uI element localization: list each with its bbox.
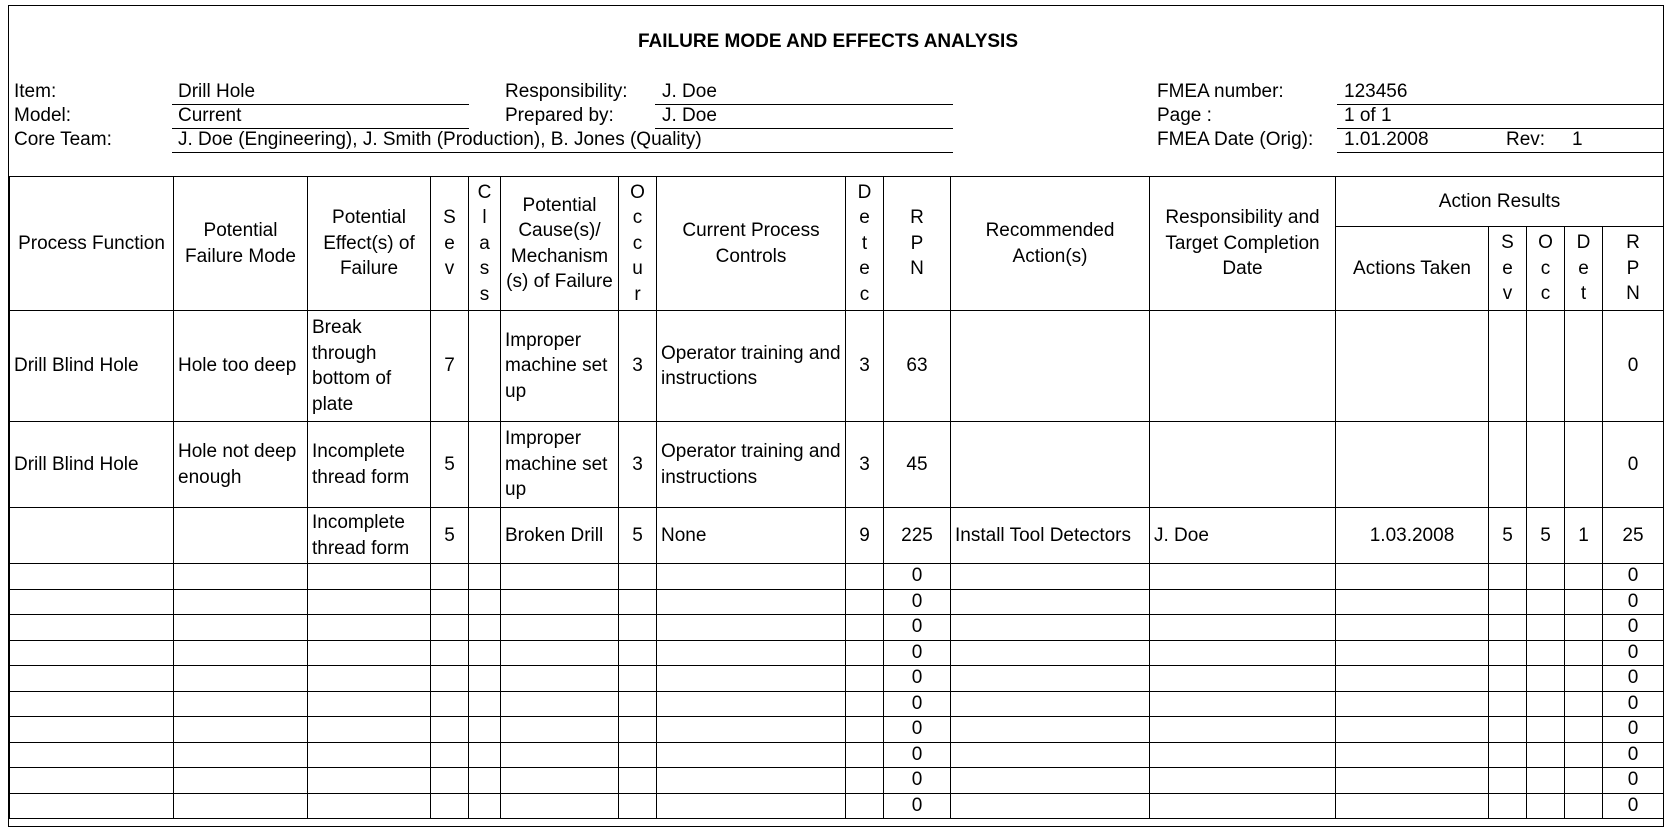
col-process-function: Process Function [10,177,174,311]
cell-occur[interactable] [619,640,657,666]
prepared-by-value[interactable]: J. Doe [662,105,717,126]
cell-ar-occ[interactable] [1527,717,1565,743]
empty-row [10,717,1664,743]
cell-ar-rpn[interactable]: 0 [1603,615,1664,641]
cell-failure-mode[interactable] [174,768,308,794]
cell-ar-rpn[interactable]: 0 [1603,742,1664,768]
cell-effects[interactable] [308,768,431,794]
cell-failure-mode[interactable] [174,508,308,564]
cell-controls[interactable] [657,666,846,692]
empty-row [10,691,1664,717]
cell-ar-rpn[interactable]: 0 [1603,564,1664,590]
empty-row [10,640,1664,666]
cell-occur[interactable] [619,793,657,819]
cell-failure-mode[interactable] [174,564,308,590]
cell-failure-mode[interactable] [174,615,308,641]
cell-process-function[interactable] [10,589,174,615]
cell-ar-occ[interactable] [1527,615,1565,641]
cell-class[interactable] [469,564,501,590]
cell-responsibility[interactable] [1150,564,1336,590]
cell-rpn[interactable]: 0 [884,564,951,590]
cell-failure-mode[interactable] [174,666,308,692]
cell-ar-det[interactable] [1565,793,1603,819]
cell-occur[interactable]: 3 [619,422,657,508]
cell-recommended[interactable] [951,615,1150,641]
cell-causes[interactable] [501,717,619,743]
item-label: Item: [14,81,57,102]
cell-sev[interactable] [431,564,469,590]
cell-sev[interactable] [431,691,469,717]
cell-class[interactable] [469,768,501,794]
col-ar-rpn: R P N [1603,227,1664,311]
cell-class[interactable] [469,742,501,768]
cell-class[interactable] [469,666,501,692]
cell-recommended[interactable] [951,311,1150,422]
cell-detec[interactable] [846,615,884,641]
cell-sev[interactable] [431,717,469,743]
cell-failure-mode[interactable] [174,793,308,819]
cell-occur[interactable] [619,666,657,692]
responsibility-value[interactable]: J. Doe [662,81,717,102]
cell-class[interactable] [469,311,501,422]
fmea-date-underline [1337,152,1664,153]
empty-row [10,793,1664,819]
cell-ar-rpn[interactable]: 0 [1603,640,1664,666]
cell-responsibility[interactable] [1150,691,1336,717]
cell-ar-occ[interactable] [1527,793,1565,819]
cell-ar-occ[interactable] [1527,691,1565,717]
cell-ar-rpn[interactable]: 0 [1603,422,1664,508]
cell-actions-taken[interactable] [1336,311,1489,422]
cell-causes[interactable] [501,666,619,692]
cell-controls[interactable] [657,691,846,717]
cell-sev[interactable] [431,666,469,692]
cell-detec[interactable] [846,793,884,819]
cell-occur[interactable] [619,742,657,768]
cell-rpn[interactable]: 0 [884,666,951,692]
cell-causes[interactable]: Improper machine set up [501,311,619,422]
cell-detec[interactable] [846,564,884,590]
cell-class[interactable] [469,615,501,641]
cell-ar-occ[interactable] [1527,311,1565,422]
col-occur: O c c u r [619,177,657,311]
cell-actions-taken[interactable] [1336,564,1489,590]
cell-ar-occ[interactable]: 5 [1527,508,1565,564]
col-ar-occ: O c c [1527,227,1565,311]
model-value[interactable]: Current [178,105,242,126]
fmea-number-label: FMEA number: [1157,81,1284,102]
cell-ar-rpn[interactable]: 0 [1603,768,1664,794]
cell-class[interactable] [469,422,501,508]
rev-label: Rev: [1506,129,1546,150]
cell-rpn[interactable]: 0 [884,640,951,666]
cell-controls[interactable] [657,615,846,641]
cell-effects[interactable] [308,640,431,666]
cell-causes[interactable] [501,793,619,819]
cell-actions-taken[interactable] [1336,640,1489,666]
cell-ar-rpn[interactable]: 0 [1603,666,1664,692]
cell-occur[interactable]: 5 [619,508,657,564]
cell-ar-sev[interactable] [1489,311,1527,422]
cell-ar-sev[interactable] [1489,640,1527,666]
cell-rpn[interactable]: 45 [884,422,951,508]
cell-ar-rpn[interactable]: 0 [1603,311,1664,422]
col-sev: S e v [431,177,469,311]
cell-occur[interactable] [619,768,657,794]
table-row [10,422,1664,508]
cell-process-function[interactable] [10,564,174,590]
col-controls: Current Process Controls [657,177,846,311]
cell-recommended[interactable] [951,717,1150,743]
cell-ar-occ[interactable] [1527,640,1565,666]
page-title: FAILURE MODE AND EFFECTS ANALYSIS [637,31,1019,52]
col-action-results: Action Results [1336,177,1664,227]
cell-ar-det[interactable] [1565,717,1603,743]
cell-causes[interactable] [501,589,619,615]
fmea-table [9,176,1664,819]
cell-controls[interactable] [657,768,846,794]
empty-row [10,666,1664,692]
cell-class[interactable] [469,508,501,564]
cell-ar-sev[interactable] [1489,691,1527,717]
cell-detec[interactable] [846,691,884,717]
cell-causes[interactable]: Broken Drill [501,508,619,564]
cell-process-function[interactable] [10,666,174,692]
cell-occur[interactable] [619,589,657,615]
page-label: Page : [1157,105,1212,126]
cell-detec[interactable]: 9 [846,508,884,564]
cell-causes[interactable] [501,691,619,717]
cell-rpn[interactable]: 225 [884,508,951,564]
cell-occur[interactable]: 3 [619,311,657,422]
page-value[interactable]: 1 of 1 [1344,105,1392,126]
cell-process-function[interactable] [10,508,174,564]
cell-controls[interactable]: None [657,508,846,564]
cell-ar-occ[interactable] [1527,422,1565,508]
cell-actions-taken[interactable] [1336,422,1489,508]
cell-effects[interactable] [308,793,431,819]
cell-class[interactable] [469,793,501,819]
cell-responsibility[interactable] [1150,717,1336,743]
cell-occur[interactable] [619,691,657,717]
cell-ar-det[interactable] [1565,640,1603,666]
cell-ar-det[interactable]: 1 [1565,508,1603,564]
cell-ar-sev[interactable] [1489,742,1527,768]
cell-responsibility[interactable]: J. Doe [1150,508,1336,564]
cell-ar-det[interactable] [1565,589,1603,615]
cell-recommended[interactable] [951,564,1150,590]
cell-detec[interactable] [846,666,884,692]
cell-rpn[interactable]: 0 [884,793,951,819]
cell-causes[interactable] [501,564,619,590]
cell-class[interactable] [469,589,501,615]
cell-rpn[interactable]: 0 [884,691,951,717]
cell-responsibility[interactable] [1150,666,1336,692]
cell-sev[interactable] [431,640,469,666]
col-responsibility-target: Responsibility and Target Completion Date [1150,177,1336,311]
cell-ar-sev[interactable] [1489,615,1527,641]
core-team-underline [172,152,953,153]
cell-occur[interactable] [619,615,657,641]
cell-rpn[interactable]: 0 [884,615,951,641]
cell-effects[interactable]: Break through bottom of plate [308,311,431,422]
cell-ar-sev[interactable] [1489,793,1527,819]
item-value[interactable]: Drill Hole [178,81,256,102]
cell-causes[interactable] [501,768,619,794]
cell-ar-sev[interactable] [1489,768,1527,794]
fmea-number-value[interactable]: 123456 [1344,81,1408,102]
cell-rpn[interactable]: 0 [884,768,951,794]
cell-occur[interactable] [619,564,657,590]
cell-detec[interactable] [846,640,884,666]
cell-ar-sev[interactable] [1489,564,1527,590]
cell-detec[interactable] [846,717,884,743]
cell-effects[interactable] [308,589,431,615]
cell-causes[interactable]: Improper machine set up [501,422,619,508]
cell-actions-taken[interactable] [1336,691,1489,717]
cell-recommended[interactable] [951,589,1150,615]
cell-ar-rpn[interactable]: 25 [1603,508,1664,564]
cell-process-function[interactable]: Drill Blind Hole [10,422,174,508]
cell-ar-rpn[interactable]: 0 [1603,691,1664,717]
cell-controls[interactable]: Operator training and instructions [657,422,846,508]
cell-ar-occ[interactable] [1527,589,1565,615]
col-effects: Potential Effect(s) of Failure [308,177,431,311]
cell-ar-rpn[interactable]: 0 [1603,717,1664,743]
cell-failure-mode[interactable]: Hole too deep [174,311,308,422]
cell-actions-taken[interactable] [1336,589,1489,615]
empty-row [10,589,1664,615]
cell-class[interactable] [469,640,501,666]
cell-rpn[interactable]: 0 [884,742,951,768]
cell-effects[interactable] [308,615,431,641]
cell-sev[interactable] [431,615,469,641]
cell-causes[interactable] [501,640,619,666]
cell-responsibility[interactable] [1150,615,1336,641]
cell-failure-mode[interactable] [174,742,308,768]
col-failure-mode: Potential Failure Mode [174,177,308,311]
col-detec: D e t e c [846,177,884,311]
cell-ar-det[interactable] [1565,564,1603,590]
cell-failure-mode[interactable] [174,589,308,615]
empty-row [10,768,1664,794]
cell-process-function[interactable] [10,717,174,743]
cell-sev[interactable] [431,589,469,615]
cell-process-function[interactable] [10,793,174,819]
cell-sev[interactable]: 5 [431,508,469,564]
cell-ar-det[interactable] [1565,615,1603,641]
col-causes: Potential Cause(s)/ Mechanism (s) of Failure [501,177,619,311]
cell-sev[interactable]: 7 [431,311,469,422]
cell-sev[interactable] [431,742,469,768]
cell-ar-sev[interactable] [1489,422,1527,508]
cell-controls[interactable]: Operator training and instructions [657,311,846,422]
cell-process-function[interactable]: Drill Blind Hole [10,311,174,422]
cell-effects[interactable] [308,564,431,590]
cell-failure-mode[interactable]: Hole not deep enough [174,422,308,508]
cell-responsibility[interactable] [1150,768,1336,794]
cell-responsibility[interactable] [1150,311,1336,422]
cell-recommended[interactable] [951,640,1150,666]
cell-rpn[interactable]: 63 [884,311,951,422]
cell-ar-sev[interactable] [1489,589,1527,615]
cell-effects[interactable] [308,717,431,743]
cell-detec[interactable] [846,589,884,615]
cell-actions-taken[interactable]: 1.03.2008 [1336,508,1489,564]
cell-process-function[interactable] [10,691,174,717]
cell-responsibility[interactable] [1150,589,1336,615]
cell-causes[interactable] [501,615,619,641]
cell-controls[interactable] [657,793,846,819]
cell-responsibility[interactable] [1150,422,1336,508]
cell-detec[interactable]: 3 [846,311,884,422]
cell-ar-sev[interactable]: 5 [1489,508,1527,564]
cell-effects[interactable] [308,691,431,717]
col-rpn: R P N [884,177,951,311]
cell-recommended[interactable] [951,691,1150,717]
cell-class[interactable] [469,691,501,717]
cell-ar-occ[interactable] [1527,742,1565,768]
cell-failure-mode[interactable] [174,691,308,717]
cell-detec[interactable]: 3 [846,422,884,508]
cell-controls[interactable] [657,640,846,666]
cell-effects[interactable] [308,742,431,768]
core-team-label: Core Team: [14,129,112,150]
cell-detec[interactable] [846,742,884,768]
col-recommended: Recommended Action(s) [951,177,1150,311]
cell-controls[interactable] [657,589,846,615]
cell-ar-rpn[interactable]: 0 [1603,793,1664,819]
prepared-by-underline [655,128,953,129]
cell-recommended[interactable] [951,768,1150,794]
cell-process-function[interactable] [10,742,174,768]
cell-actions-taken[interactable] [1336,793,1489,819]
col-ar-sev: S e v [1489,227,1527,311]
cell-sev[interactable] [431,768,469,794]
cell-sev[interactable]: 5 [431,422,469,508]
cell-controls[interactable] [657,717,846,743]
cell-responsibility[interactable] [1150,742,1336,768]
cell-effects[interactable] [308,666,431,692]
cell-recommended[interactable]: Install Tool Detectors [951,508,1150,564]
cell-effects[interactable]: Incomplete thread form [308,422,431,508]
cell-process-function[interactable] [10,768,174,794]
cell-ar-det[interactable] [1565,742,1603,768]
cell-effects[interactable]: Incomplete thread form [308,508,431,564]
cell-actions-taken[interactable] [1336,615,1489,641]
prepared-by-label: Prepared by: [505,105,614,126]
cell-recommended[interactable] [951,666,1150,692]
empty-row [10,742,1664,768]
core-team-value[interactable]: J. Doe (Engineering), J. Smith (Production), B. Jones (Quality) [178,129,702,150]
cell-ar-occ[interactable] [1527,564,1565,590]
table-row [10,508,1664,564]
empty-row [10,615,1664,641]
fmea-date-value[interactable]: 1.01.2008 [1344,129,1429,150]
fmea-date-label: FMEA Date (Orig): [1157,129,1314,150]
cell-ar-det[interactable] [1565,666,1603,692]
cell-sev[interactable] [431,793,469,819]
cell-ar-det[interactable] [1565,311,1603,422]
cell-controls[interactable] [657,742,846,768]
cell-ar-occ[interactable] [1527,666,1565,692]
cell-actions-taken[interactable] [1336,768,1489,794]
cell-actions-taken[interactable] [1336,742,1489,768]
cell-occur[interactable] [619,717,657,743]
cell-ar-det[interactable] [1565,768,1603,794]
cell-process-function[interactable] [10,615,174,641]
cell-actions-taken[interactable] [1336,717,1489,743]
cell-controls[interactable] [657,564,846,590]
cell-causes[interactable] [501,742,619,768]
cell-detec[interactable] [846,768,884,794]
cell-recommended[interactable] [951,422,1150,508]
cell-actions-taken[interactable] [1336,666,1489,692]
cell-rpn[interactable]: 0 [884,589,951,615]
cell-class[interactable] [469,717,501,743]
cell-ar-det[interactable] [1565,691,1603,717]
cell-ar-det[interactable] [1565,422,1603,508]
col-class: C l a s s [469,177,501,311]
col-ar-det: D e t [1565,227,1603,311]
cell-ar-sev[interactable] [1489,666,1527,692]
col-actions-taken: Actions Taken [1336,227,1489,311]
cell-ar-occ[interactable] [1527,768,1565,794]
cell-ar-rpn[interactable]: 0 [1603,589,1664,615]
cell-rpn[interactable]: 0 [884,717,951,743]
cell-ar-sev[interactable] [1489,717,1527,743]
model-label: Model: [14,105,72,126]
cell-responsibility[interactable] [1150,793,1336,819]
responsibility-label: Responsibility: [505,81,628,102]
cell-recommended[interactable] [951,742,1150,768]
cell-failure-mode[interactable] [174,640,308,666]
empty-row [10,564,1664,590]
table-row [10,311,1664,422]
cell-failure-mode[interactable] [174,717,308,743]
rev-value[interactable]: 1 [1572,129,1583,150]
cell-responsibility[interactable] [1150,640,1336,666]
cell-recommended[interactable] [951,793,1150,819]
cell-process-function[interactable] [10,640,174,666]
